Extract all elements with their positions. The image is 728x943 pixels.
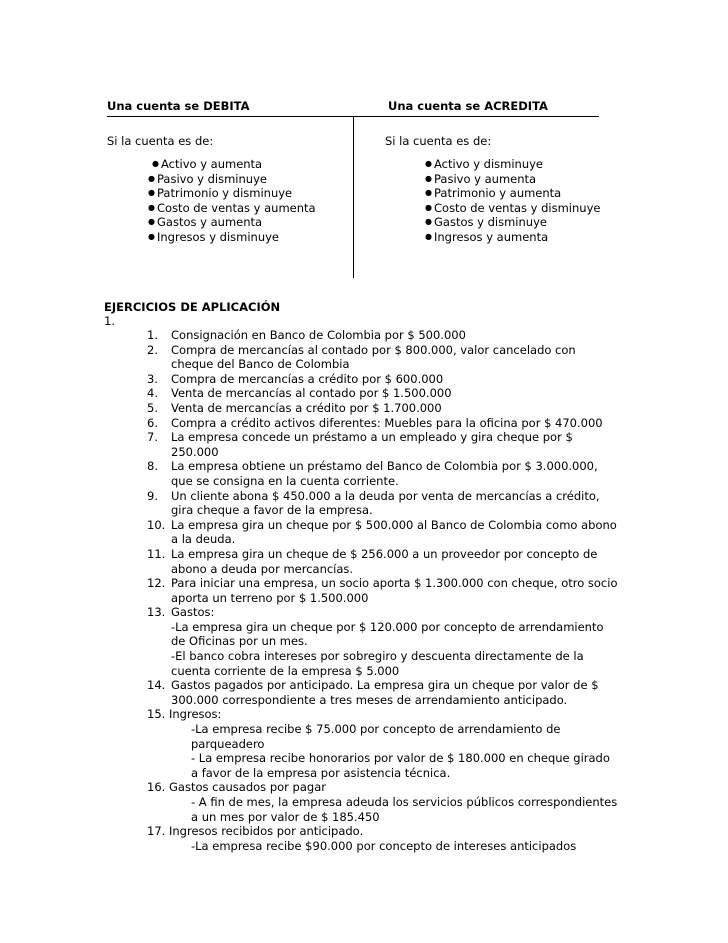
bullet-icon: ● xyxy=(148,231,155,241)
exercise-subitem: -La empresa gira un cheque por $ 120.000 por concepto de arrendamiento de Oficinas por un mes. xyxy=(171,619,604,649)
exercise-number: 8. xyxy=(147,459,158,474)
bullet-icon: ● xyxy=(148,173,155,183)
bullet-icon: ● xyxy=(425,159,432,168)
acredita-item: ● Costo de ventas y disminuye xyxy=(425,200,601,215)
exercise-number: 14. xyxy=(147,678,166,693)
debita-list xyxy=(148,157,316,245)
exercise-number: 12. xyxy=(147,576,166,591)
exercise-text: Gastos: xyxy=(171,605,215,620)
exercise-item xyxy=(104,430,704,459)
exercise-item xyxy=(104,547,704,576)
exercise-item xyxy=(104,707,704,780)
exercise-subitem: -La empresa recibe $ 75.000 por concepto de arrendamiento de parqueadero xyxy=(191,722,561,751)
bullet-icon: ● xyxy=(425,217,432,227)
acredita-item: ● Patrimonio y aumenta xyxy=(425,186,562,201)
exercise-text: La empresa gira un cheque de $ 256.000 a un proveedor por concepto de abono a deuda por mercancías. xyxy=(171,546,598,576)
exercise-number: 5. xyxy=(147,400,158,415)
debita-item: ● Costo de ventas y aumenta xyxy=(148,200,316,215)
debita-item: ● Ingresos y disminuye xyxy=(148,229,280,244)
exercise-number: 2. xyxy=(147,342,158,357)
exercise-list xyxy=(104,328,704,853)
exercise-number: 7. xyxy=(147,430,158,445)
acredita-item: ● Pasivo y aumenta xyxy=(425,171,537,186)
exercise-item xyxy=(104,780,704,824)
exercise-text: La empresa obtiene un préstamo del Banco de Colombia por $ 3.000.000, que se consigna en la cuenta corriente. xyxy=(171,459,598,488)
exercise-text: Ingresos: xyxy=(169,707,222,722)
exercise-text: Un cliente abona $ 450.000 a la deuda por venta de mercancías a crédito, gira cheque a favor de la empresa. xyxy=(171,488,600,518)
exercise-number: 10. xyxy=(147,517,166,532)
column-divider-line xyxy=(353,116,354,278)
exercise-subitem: - A fin de mes, la empresa adeuda los servicios públicos correspondientes a un mes por valor de $ 185.450 xyxy=(191,795,618,824)
exercise-number: 6. xyxy=(147,415,158,430)
debita-intro: Si la cuenta es de: xyxy=(107,134,214,148)
exercise-text: Compra a crédito activos diferentes: Muebles para la oficina por $ 470.000 xyxy=(171,415,603,430)
exercise-item xyxy=(104,605,704,678)
acredita-intro: Si la cuenta es de: xyxy=(385,134,492,148)
debita-item: ● Patrimonio y disminuye xyxy=(148,186,293,201)
debita-item: ● Activo y aumenta xyxy=(152,157,263,171)
bullet-icon: ● xyxy=(148,202,155,212)
exercise-text: Gastos causados por pagar xyxy=(169,780,326,795)
exercise-text: Consignación en Banco de Colombia por $ 500.000 xyxy=(171,328,466,342)
exercise-text: La empresa gira un cheque por $ 500.000 al Banco de Colombia como abono a la deuda. xyxy=(171,517,617,547)
exercise-text: Venta de mercancías a crédito por $ 1.700.000 xyxy=(171,400,442,415)
exercise-number: 11. xyxy=(147,546,166,561)
exercise-item xyxy=(104,489,704,518)
exercise-subitem: -La empresa recibe $90.000 por concepto de intereses anticipados xyxy=(191,838,577,853)
debita-title: Una cuenta se DEBITA xyxy=(107,99,250,113)
bullet-icon: ● xyxy=(152,159,159,168)
exercise-number: 1. xyxy=(147,328,158,342)
exercise-number: 17. xyxy=(147,824,166,839)
acredita-item: ● Ingresos y aumenta xyxy=(425,229,549,244)
bullet-icon: ● xyxy=(425,173,432,183)
exercise-number: 16. xyxy=(147,780,166,795)
section-number: 1. xyxy=(104,314,115,328)
exercise-text: Compra de mercancías a crédito por $ 600.000 xyxy=(171,371,444,386)
exercise-item xyxy=(104,459,704,488)
exercise-item xyxy=(104,518,704,547)
debita-item: ● Gastos y aumenta xyxy=(148,215,263,230)
exercises-title: EJERCICIOS DE APLICACIÓN xyxy=(104,300,281,314)
exercise-subitem: - La empresa recibe honorarios por valor de $ 180.000 en cheque girado a favor de la empresa por asistencia técnica. xyxy=(191,751,610,780)
exercise-item xyxy=(104,678,704,707)
bullet-icon: ● xyxy=(425,188,432,198)
exercise-text: Ingresos recibidos por anticipado. xyxy=(169,824,364,839)
exercise-item xyxy=(104,386,704,401)
bullet-icon: ● xyxy=(425,231,432,241)
acredita-item: ● Gastos y disminuye xyxy=(425,215,547,230)
exercise-text: Venta de mercancías al contado por $ 1.500.000 xyxy=(171,386,452,401)
exercise-number: 3. xyxy=(147,371,158,386)
exercise-number: 9. xyxy=(147,488,158,503)
exercise-number: 4. xyxy=(147,386,158,401)
exercise-item xyxy=(104,416,704,431)
acredita-item: ● Activo y disminuye xyxy=(425,157,543,171)
exercise-item xyxy=(104,576,704,605)
exercise-number: 15. xyxy=(147,707,166,722)
bullet-icon: ● xyxy=(148,188,155,198)
exercise-text: Gastos pagados por anticipado. La empresa gira un cheque por valor de $ 300.000 correspondiente a tres meses de arrendamiento anticipado. xyxy=(171,678,599,707)
exercise-text: Para iniciar una empresa, un socio aporta $ 1.300.000 con cheque, otro socio aporta un terreno por $ 1.500.000 xyxy=(171,576,618,605)
exercise-item xyxy=(104,824,704,853)
exercise-text: La empresa concede un préstamo a un empleado y gira cheque por $ 250.000 xyxy=(171,430,573,459)
exercise-text: Compra de mercancías al contado por $ 800.000, valor cancelado con cheque del Banco de Colombia xyxy=(171,342,576,372)
bullet-icon: ● xyxy=(425,202,432,212)
acredita-list xyxy=(425,157,600,245)
exercise-item xyxy=(104,328,704,343)
exercise-subitem: -El banco cobra intereses por sobregiro y descuenta directamente de la cuenta corriente de la empresa $ 5.000 xyxy=(171,649,584,678)
exercise-item xyxy=(104,372,704,387)
exercise-number: 13. xyxy=(147,605,166,620)
exercise-item xyxy=(104,401,704,416)
exercise-item xyxy=(104,343,704,372)
debita-item: ● Pasivo y disminuye xyxy=(148,171,267,186)
acredita-title: Una cuenta se ACREDITA xyxy=(388,99,548,113)
bullet-icon: ● xyxy=(148,217,155,227)
